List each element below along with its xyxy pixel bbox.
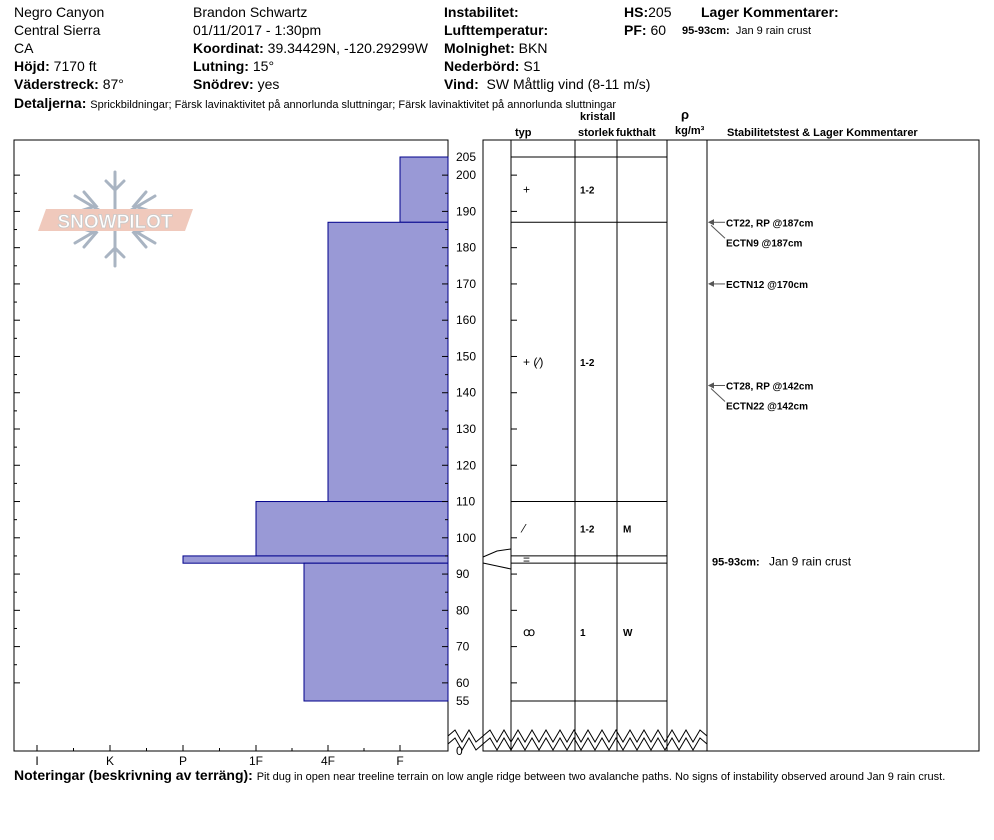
test-label: ECTN9 @187cm: [726, 238, 803, 250]
state: CA: [14, 40, 34, 56]
layer-grain-size: 1-2: [580, 524, 595, 536]
hs-label: HS:: [624, 4, 649, 20]
hardness-tick-label: K: [105, 754, 115, 768]
observer: Brandon Schwartz: [193, 4, 308, 20]
layer-comments-label: Lager Kommentarer:: [701, 4, 839, 20]
col-moisture: fukthalt: [616, 127, 656, 139]
hardness-tick-label: F: [396, 754, 404, 768]
col-size: storlek: [578, 127, 615, 139]
hardness-bars: [183, 157, 448, 701]
stability-tests: [708, 218, 852, 568]
layer-grain-type: +: [523, 182, 531, 197]
depth-tick-label: 100: [456, 530, 477, 545]
hardness-axis: [35, 745, 403, 768]
depth-tick-label: 170: [456, 276, 477, 291]
notes-label: Noteringar (beskrivning av terräng):: [14, 767, 253, 783]
col-rho: ρ: [681, 107, 690, 122]
layer-grain-size: 1-2: [580, 357, 595, 369]
test-label: CT28, RP @142cm: [726, 381, 814, 393]
col-density-unit: kg/m³: [675, 125, 705, 137]
depth-tick-label: 60: [456, 675, 470, 690]
depth-tick-label: 90: [456, 567, 470, 582]
layer-grain-type: ⁄: [523, 521, 526, 536]
depth-tick-label: 120: [456, 458, 477, 473]
details-label: Detaljerna:: [14, 95, 87, 111]
coord-label: Koordinat:: [193, 40, 264, 56]
col-stability: Stabilitetstest & Lager Kommentarer: [727, 127, 918, 139]
pf-label: PF:: [624, 22, 647, 38]
layer-grain-size: 1: [580, 628, 586, 640]
layer-note-depth: 95-93cm:: [712, 556, 760, 569]
hs-value: 205: [648, 4, 672, 20]
hardness-bar: [256, 502, 448, 556]
depth-tick-label: 200: [456, 168, 477, 183]
hardness-tick-label: P: [178, 754, 188, 768]
depth-tick-label: 70: [456, 639, 470, 654]
depth-tick-label: 205: [456, 150, 477, 164]
notes-text: Pit dug in open near treeline terrain on low angle ridge between two avalanche paths. No signs of instability observed around Jan 9 rain crust.: [256, 771, 946, 783]
test-label: ECTN12 @170cm: [726, 279, 809, 291]
elevation-label: Höjd:: [14, 58, 50, 74]
layer-moisture: W: [623, 628, 633, 640]
depth-tick-label: 160: [456, 313, 477, 328]
layer-moisture: M: [623, 524, 632, 536]
test-arrow: [711, 225, 725, 238]
test-label: CT22, RP @187cm: [726, 218, 814, 230]
hardness-tick-label: 4F: [320, 754, 336, 768]
hardness-bar: [400, 157, 448, 222]
hardness-tick-label: 1F: [248, 754, 264, 768]
wind-label: Vind:: [444, 76, 479, 92]
layer-note-text: Jan 9 rain crust: [769, 554, 852, 569]
depth-tick-label: 80: [456, 603, 470, 618]
sky-value: BKN: [518, 40, 548, 56]
crust-connector: [483, 549, 511, 569]
location: Negro Canyon: [14, 4, 105, 20]
depth-tick-label: 180: [456, 240, 477, 255]
instability-label: Instabilitet:: [444, 4, 519, 20]
airtemp-label: Lufttemperatur:: [444, 22, 549, 38]
layer-grain-type: =: [523, 552, 531, 567]
coord-value: 39.34429N, -120.29299W: [267, 40, 428, 56]
axis-break-marks: [448, 730, 707, 750]
col-crystal: kristall: [580, 111, 616, 123]
test-arrowhead: [708, 281, 714, 287]
snowpilot-logo: [38, 172, 193, 266]
depth-tick-label: 55: [456, 694, 470, 708]
test-arrow: [711, 388, 725, 401]
layer-grain-type: + (⁄): [523, 354, 544, 369]
layer-table-frame: [483, 140, 979, 751]
aspect-value: 87°: [102, 76, 124, 92]
header-layer-comment-depth: 95-93cm:: [682, 25, 730, 37]
slope-value: 15°: [252, 58, 275, 74]
hardness-tick-label: I: [35, 754, 39, 768]
depth-tick-label: 140: [456, 385, 477, 400]
depth-tick-label: 150: [456, 349, 477, 364]
depth-tick-label: 0: [456, 744, 463, 758]
col-type: typ: [515, 127, 532, 139]
hardness-bar: [304, 563, 448, 701]
details-value: Sprickbildningar; Färsk lavinaktivitet på annorlunda sluttningar; Färsk lavinaktivitet på annorlunda sluttningar: [90, 99, 617, 111]
precip-value: S1: [523, 58, 541, 74]
aspect-label: Väderstreck:: [14, 76, 99, 92]
header-layer-comment-text: Jan 9 rain crust: [735, 25, 812, 37]
depth-tick-label: 130: [456, 422, 477, 436]
datetime: 01/11/2017 - 1:30pm: [193, 22, 322, 38]
pf-value: 60: [650, 22, 667, 38]
layer-grain-type: ꝏ: [523, 625, 536, 640]
precip-label: Nederbörd:: [444, 58, 520, 74]
range: Central Sierra: [14, 22, 101, 38]
depth-tick-label: 110: [456, 494, 476, 509]
logo-text: SNOWPILOT: [57, 212, 173, 233]
layer-rows: [511, 157, 667, 701]
drift-value: yes: [257, 76, 280, 92]
layer-grain-size: 1-2: [580, 185, 595, 197]
table-column-lines: [511, 140, 707, 751]
test-arrowhead: [708, 382, 714, 388]
slope-label: Lutning:: [193, 58, 249, 74]
elevation-value: 7170 ft: [53, 58, 97, 74]
wind-value: SW Måttlig vind (8-11 m/s): [486, 76, 651, 92]
depth-tick-label: 190: [456, 204, 477, 219]
hardness-bar: [183, 556, 448, 563]
test-label: ECTN22 @142cm: [726, 401, 809, 413]
hardness-bar: [328, 222, 448, 501]
sky-label: Molnighet:: [444, 40, 515, 56]
drift-label: Snödrev:: [193, 76, 254, 92]
test-arrowhead: [708, 219, 714, 225]
